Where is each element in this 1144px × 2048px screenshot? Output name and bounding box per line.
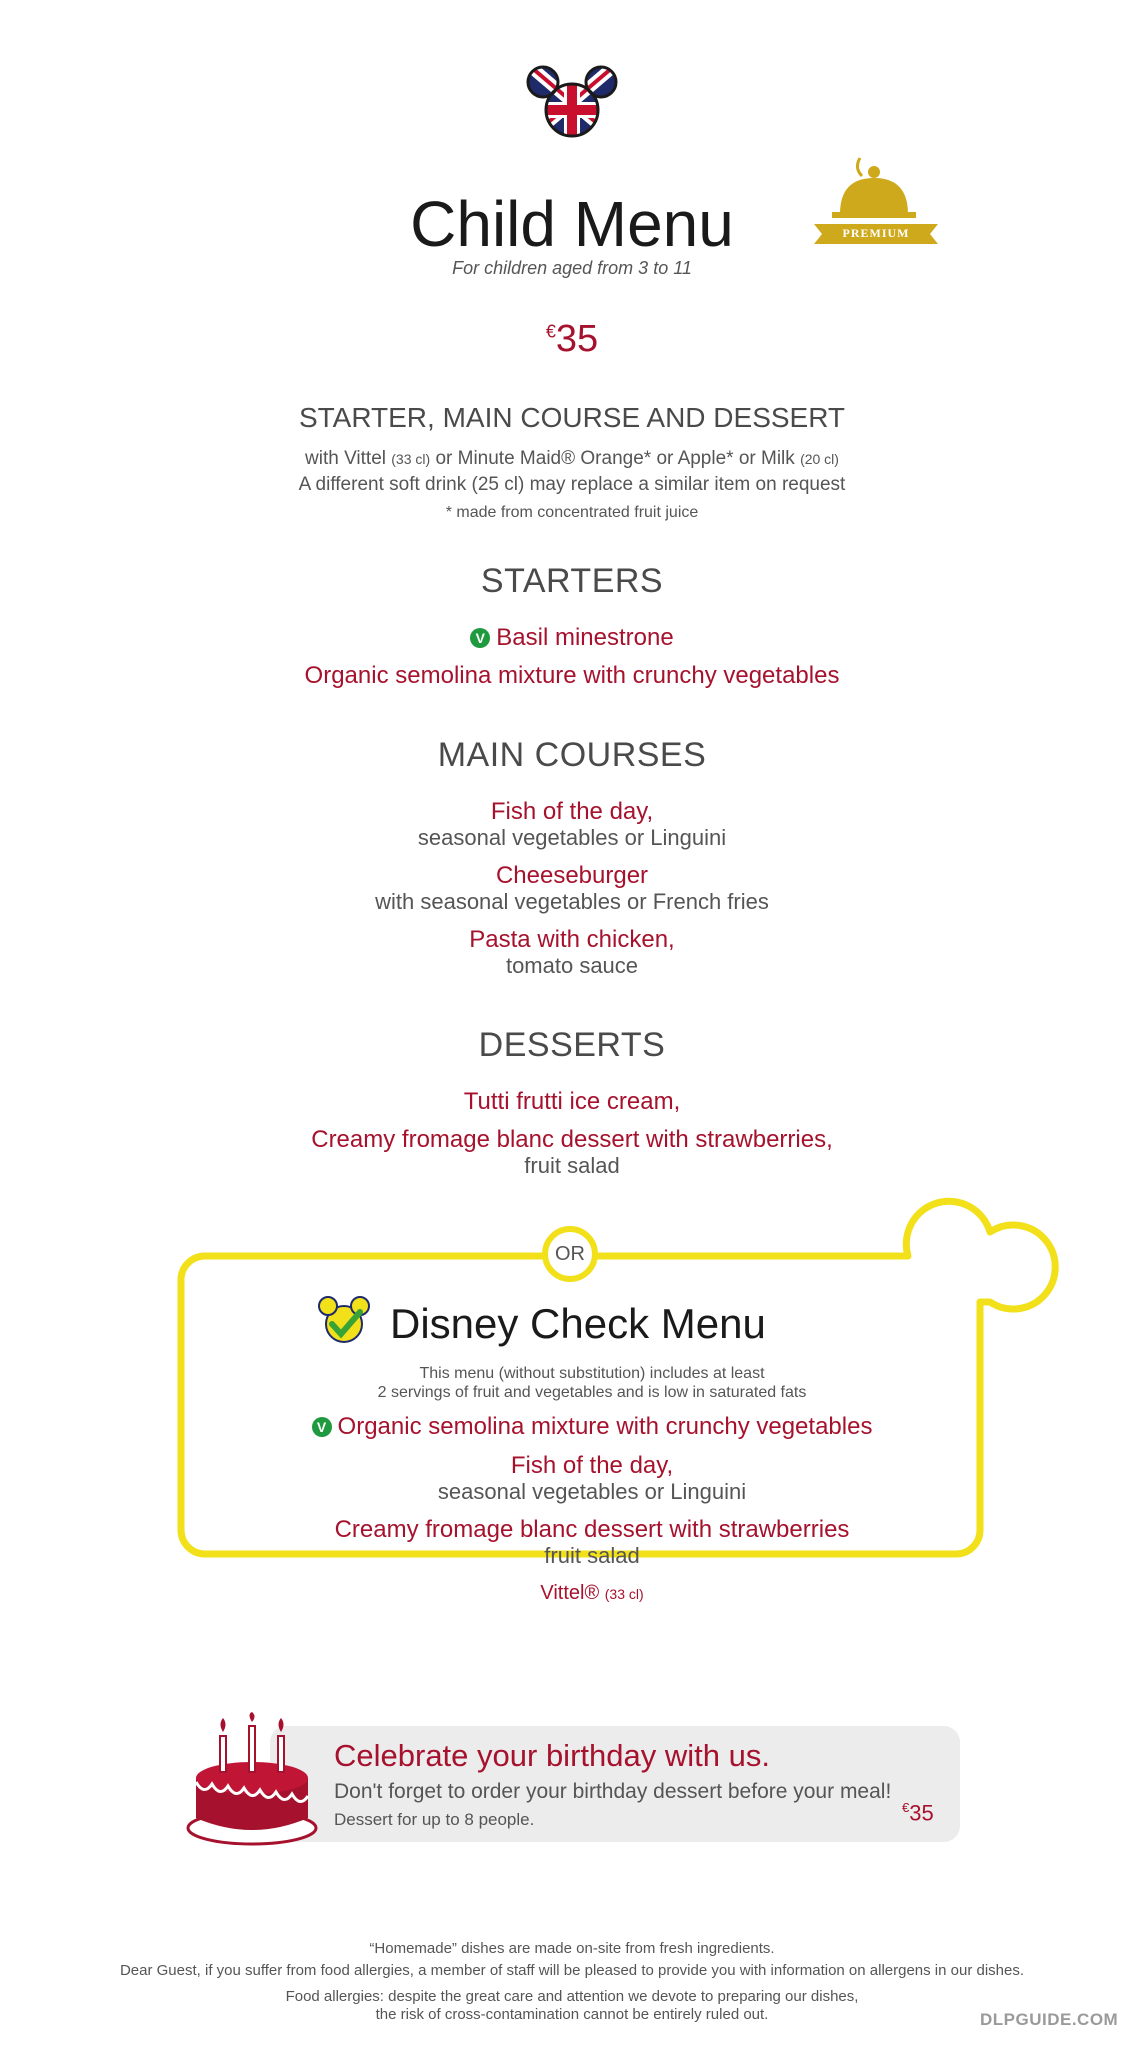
desc-line: This menu (without substitution) includes at least: [419, 1365, 765, 1382]
main-item-name: Cheeseburger: [495, 862, 649, 889]
price-value: 35: [555, 318, 599, 360]
disney-check-desc: [20, 1364, 1144, 1402]
drinks-prefix: with Vittel: [305, 448, 386, 469]
price-currency: €: [545, 321, 556, 342]
check-starter: [20, 1413, 1144, 1441]
check-drink-size: (33 cl): [604, 1586, 644, 1602]
footer-line: Dear Guest, if you suffer from food allergies, a member of staff will be pleased to provide you with information on allergens in our dishes.: [119, 1962, 1025, 1979]
footer-line: Food allergies: despite the great care and attention we devote to preparing our dishes,: [285, 1988, 859, 2005]
formula-drinks: [0, 448, 1144, 470]
or-label: OR: [555, 1243, 585, 1265]
premium-label: PREMIUM: [842, 226, 910, 240]
formula-title: STARTER, MAIN COURSE AND DESSERT: [298, 402, 846, 433]
main-item-name: Pasta with chicken,: [469, 926, 675, 953]
vittel-size: (33 cl): [391, 451, 431, 467]
vegetarian-icon: V: [312, 1417, 332, 1437]
dessert-item-name: Tutti frutti ice cream,: [463, 1088, 681, 1115]
check-starter-name: Organic semolina mixture with crunchy vegetables: [337, 1413, 873, 1440]
main-item-desc: with seasonal vegetables or French fries: [375, 889, 769, 914]
disney-check-icon: [318, 1294, 370, 1346]
menu-price: [0, 318, 1144, 361]
birthday-line1: Don't forget to order your birthday dessert before your meal!: [334, 1780, 892, 1803]
desserts-heading: DESSERTS: [478, 1026, 666, 1064]
check-dessert-desc: fruit salad: [544, 1543, 640, 1568]
starter-item: Organic semolina mixture with crunchy vegetables: [304, 662, 840, 689]
footer-line: the risk of cross-contamination cannot be entirely ruled out.: [375, 2006, 769, 2023]
birthday-line2: Dessert for up to 8 people.: [334, 1810, 535, 1829]
mains-heading: MAIN COURSES: [437, 736, 707, 774]
formula-line2: A different soft drink (25 cl) may replace a similar item on request: [298, 474, 846, 495]
dessert-item-name: Creamy fromage blanc dessert with strawberries,: [311, 1126, 833, 1153]
watermark: DLPGUIDE.COM: [980, 2010, 1119, 2029]
main-item-desc: tomato sauce: [505, 953, 639, 978]
starter-name: Basil minestrone: [496, 624, 674, 651]
check-drink: [20, 1582, 1144, 1605]
check-drink-name: Vittel®: [540, 1582, 600, 1604]
drinks-mid: or Minute Maid® Orange* or Apple* or Milk: [435, 448, 795, 469]
birthday-price: [902, 1800, 934, 1826]
mickey-union-jack-icon: [525, 62, 619, 142]
check-main-desc: seasonal vegetables or Linguini: [437, 1479, 747, 1504]
birthday-cake-icon: [182, 1712, 322, 1848]
birthday-price-value: 35: [909, 1800, 934, 1826]
vegetarian-icon: V: [470, 628, 490, 648]
footer-line: “Homemade” dishes are made on-site from fresh ingredients.: [369, 1940, 775, 1957]
birthday-price-currency: €: [902, 1800, 910, 1815]
page-subtitle: For children aged from 3 to 11: [452, 258, 692, 278]
check-main-name: Fish of the day,: [510, 1452, 674, 1479]
starters-heading: STARTERS: [480, 562, 664, 600]
dessert-item-desc: fruit salad: [524, 1153, 620, 1178]
desc-line: 2 servings of fruit and vegetables and is low in saturated fats: [377, 1384, 807, 1401]
disney-check-title: Disney Check Menu: [390, 1300, 766, 1347]
starter-item: [0, 624, 1144, 652]
birthday-title: Celebrate your birthday with us.: [334, 1738, 770, 1773]
check-dessert-name: Creamy fromage blanc dessert with strawberries: [334, 1516, 850, 1543]
main-item-name: Fish of the day,: [490, 798, 654, 825]
page-title: Child Menu: [410, 188, 734, 260]
formula-note: * made from concentrated fruit juice: [445, 504, 699, 521]
or-divider: [542, 1226, 598, 1282]
milk-size: (20 cl): [800, 451, 839, 467]
main-item-desc: seasonal vegetables or Linguini: [417, 825, 727, 850]
